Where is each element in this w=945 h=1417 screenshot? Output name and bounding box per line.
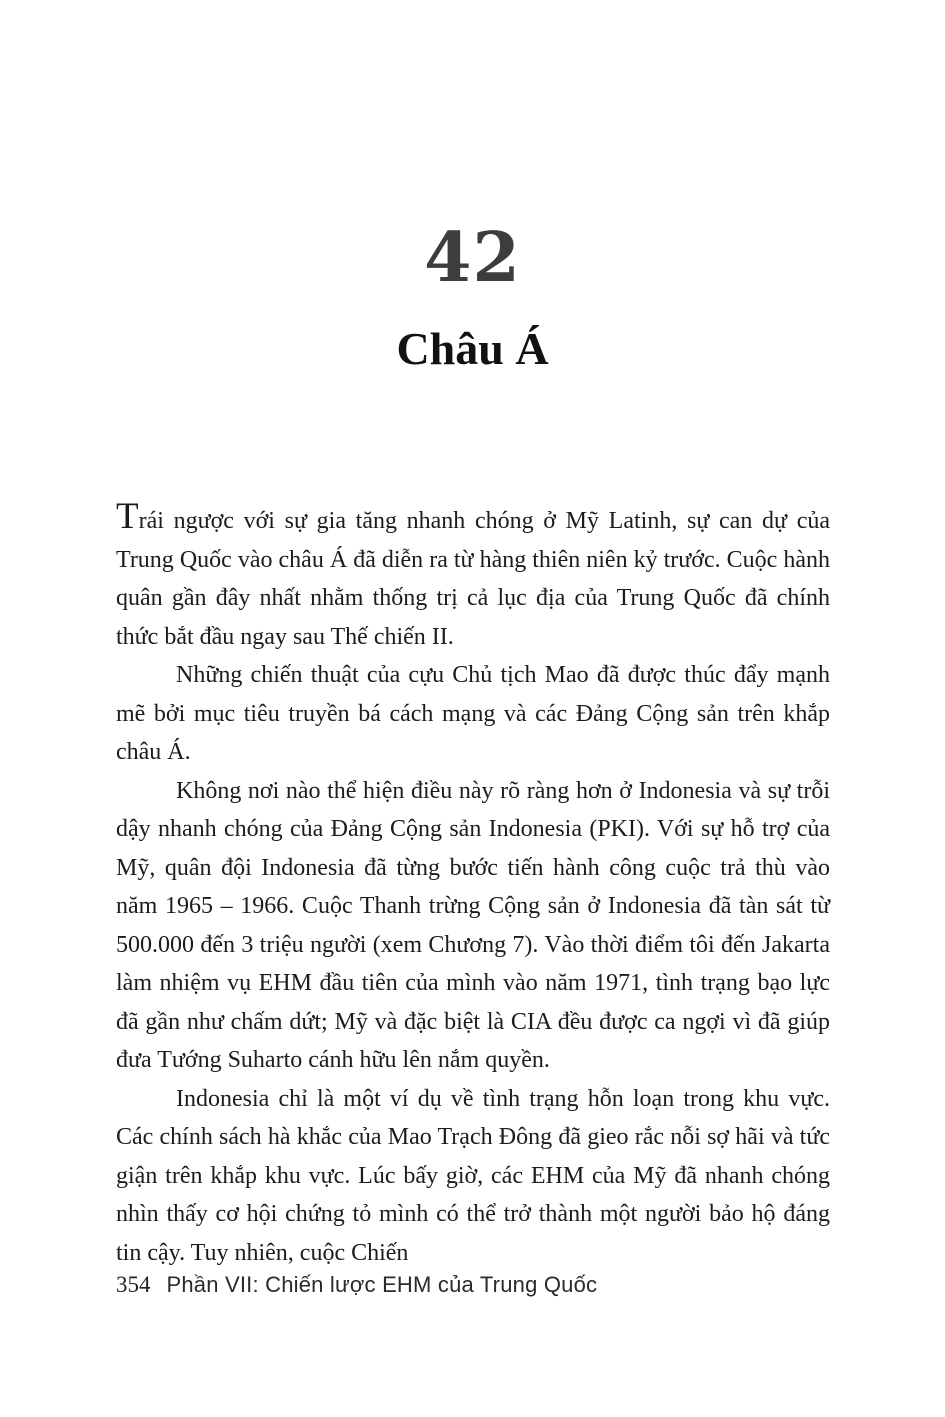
paragraph-3: Không nơi nào thể hiện điều này rõ ràng hơn ở Indonesia và sự trỗi dậy nhanh chóng của Đảng Cộng sản Indonesia (PKI). Với sự hỗ trợ của Mỹ, quân đội Indonesia đã từng bước tiến hành công cuộc trả thù vào năm 1965 – 1966. Cuộc Thanh trừng Cộng sản ở Indonesia đã tàn sát từ 500.000 đến 3 triệu người (xem Chương 7). Vào thời điểm tôi đến Jakarta làm nhiệm vụ EHM đầu tiên của mình vào năm 1971, tình trạng bạo lực đã gần như chấm dứt; Mỹ và đặc biệt là CIA đều được ca ngợi vì đã giúp đưa Tướng Suharto cánh hữu lên nắm quyền.: [116, 777, 830, 1073]
chapter-number: 42: [424, 218, 521, 298]
paragraph-2: Những chiến thuật của cựu Chủ tịch Mao đã được thúc đẩy mạnh mẽ bởi mục tiêu truyền bá cách mạng và các Đảng Cộng sản trên khắp châu Á.: [116, 662, 830, 765]
chapter-title: Châu Á: [396, 323, 549, 374]
page-number: 354: [116, 1272, 151, 1297]
body-text: [116, 498, 830, 1272]
page-footer: [116, 1272, 830, 1298]
paragraph-1-text: rái ngược với sự gia tăng nhanh chóng ở Mỹ Latinh, sự can dự của Trung Quốc vào châu Á đã diễn ra từ hàng thiên niên kỷ trước. Cuộc hành quân gần đây nhất nhằm thống trị cả lục địa của Trung Quốc đã chính thức bắt đầu ngay sau Thế chiến II.: [116, 508, 830, 650]
section-title: Phần VII: Chiến lược EHM của Trung Quốc: [166, 1272, 598, 1297]
paragraph-4: Indonesia chỉ là một ví dụ về tình trạng hỗn loạn trong khu vực. Các chính sách hà khắc của Mao Trạch Đông đã gieo rắc nỗi sợ hãi và tức giận trên khắp khu vực. Lúc bấy giờ, các EHM của Mỹ đã nhanh chóng nhìn thấy cơ hội chứng tỏ mình có thể trở thành một người bảo hộ đáng tin cậy. Tuy nhiên, cuộc Chiến: [116, 1085, 830, 1266]
initial-capital: T: [116, 496, 139, 537]
paragraph-1: [116, 498, 830, 656]
